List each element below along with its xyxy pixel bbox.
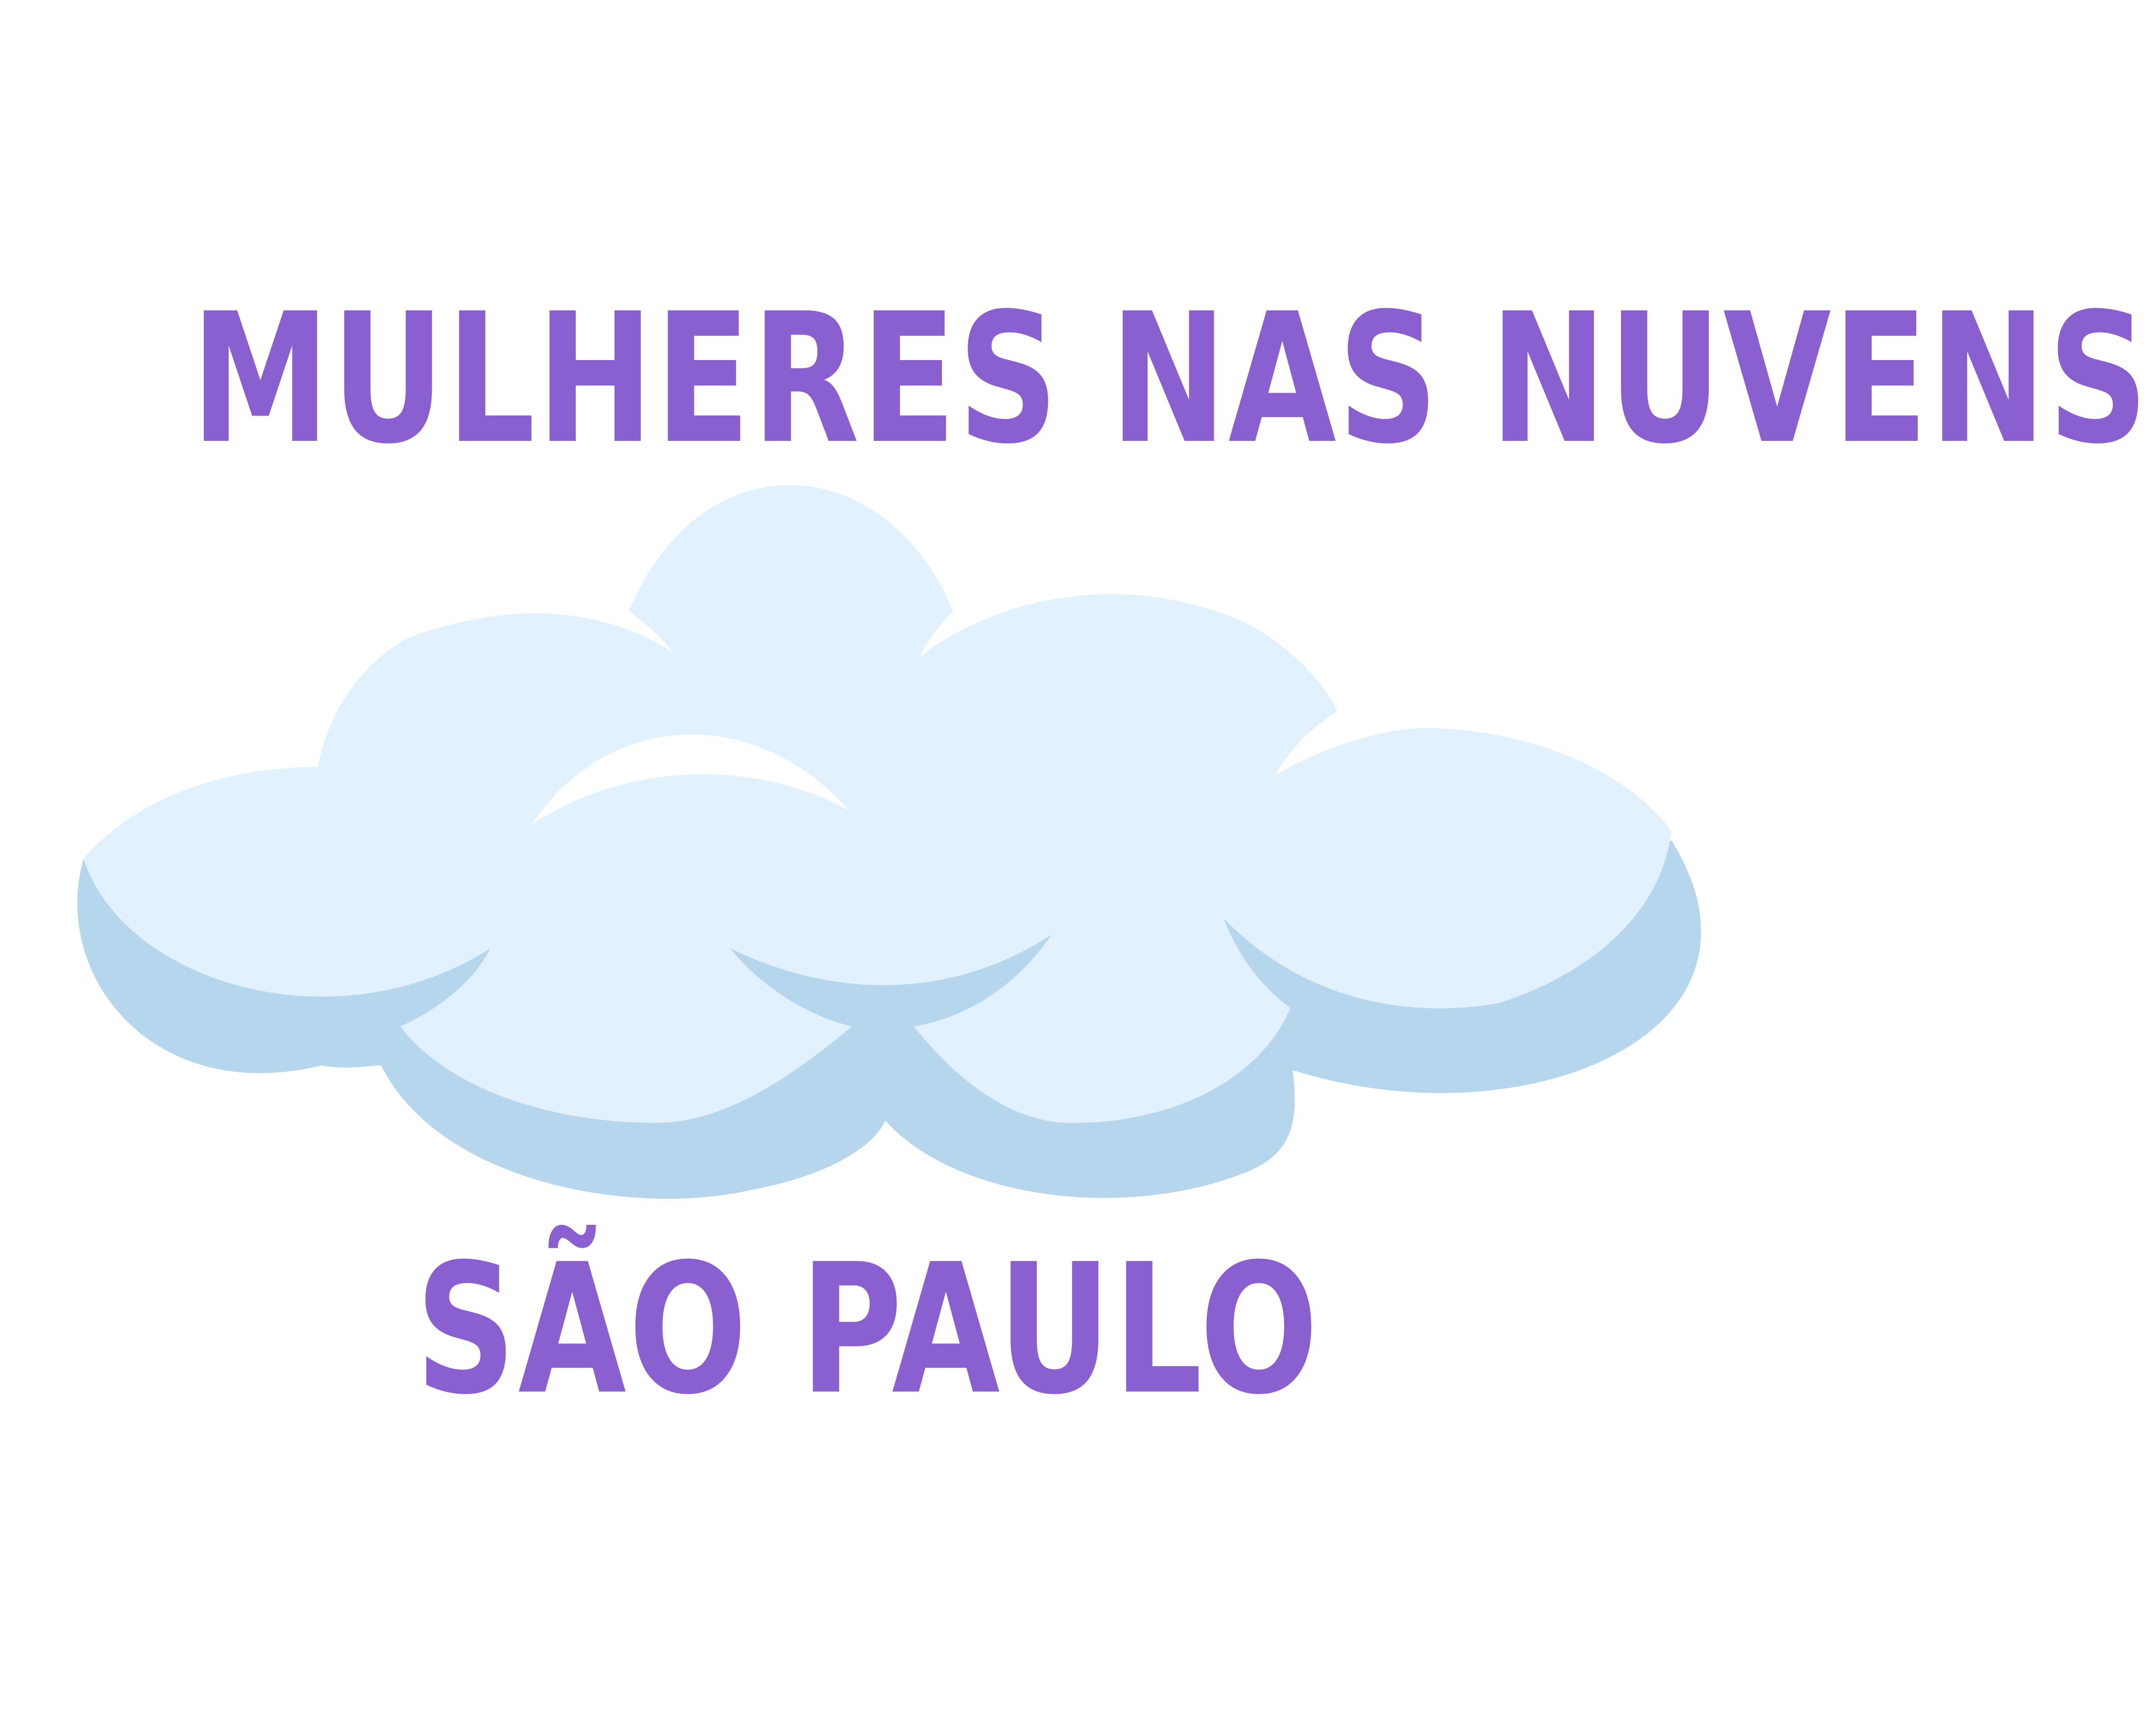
logo-title-bottom: SÃO PAULO [415, 1225, 1321, 1434]
logo-title-top: MULHERES NAS NUVENS [191, 275, 2150, 483]
